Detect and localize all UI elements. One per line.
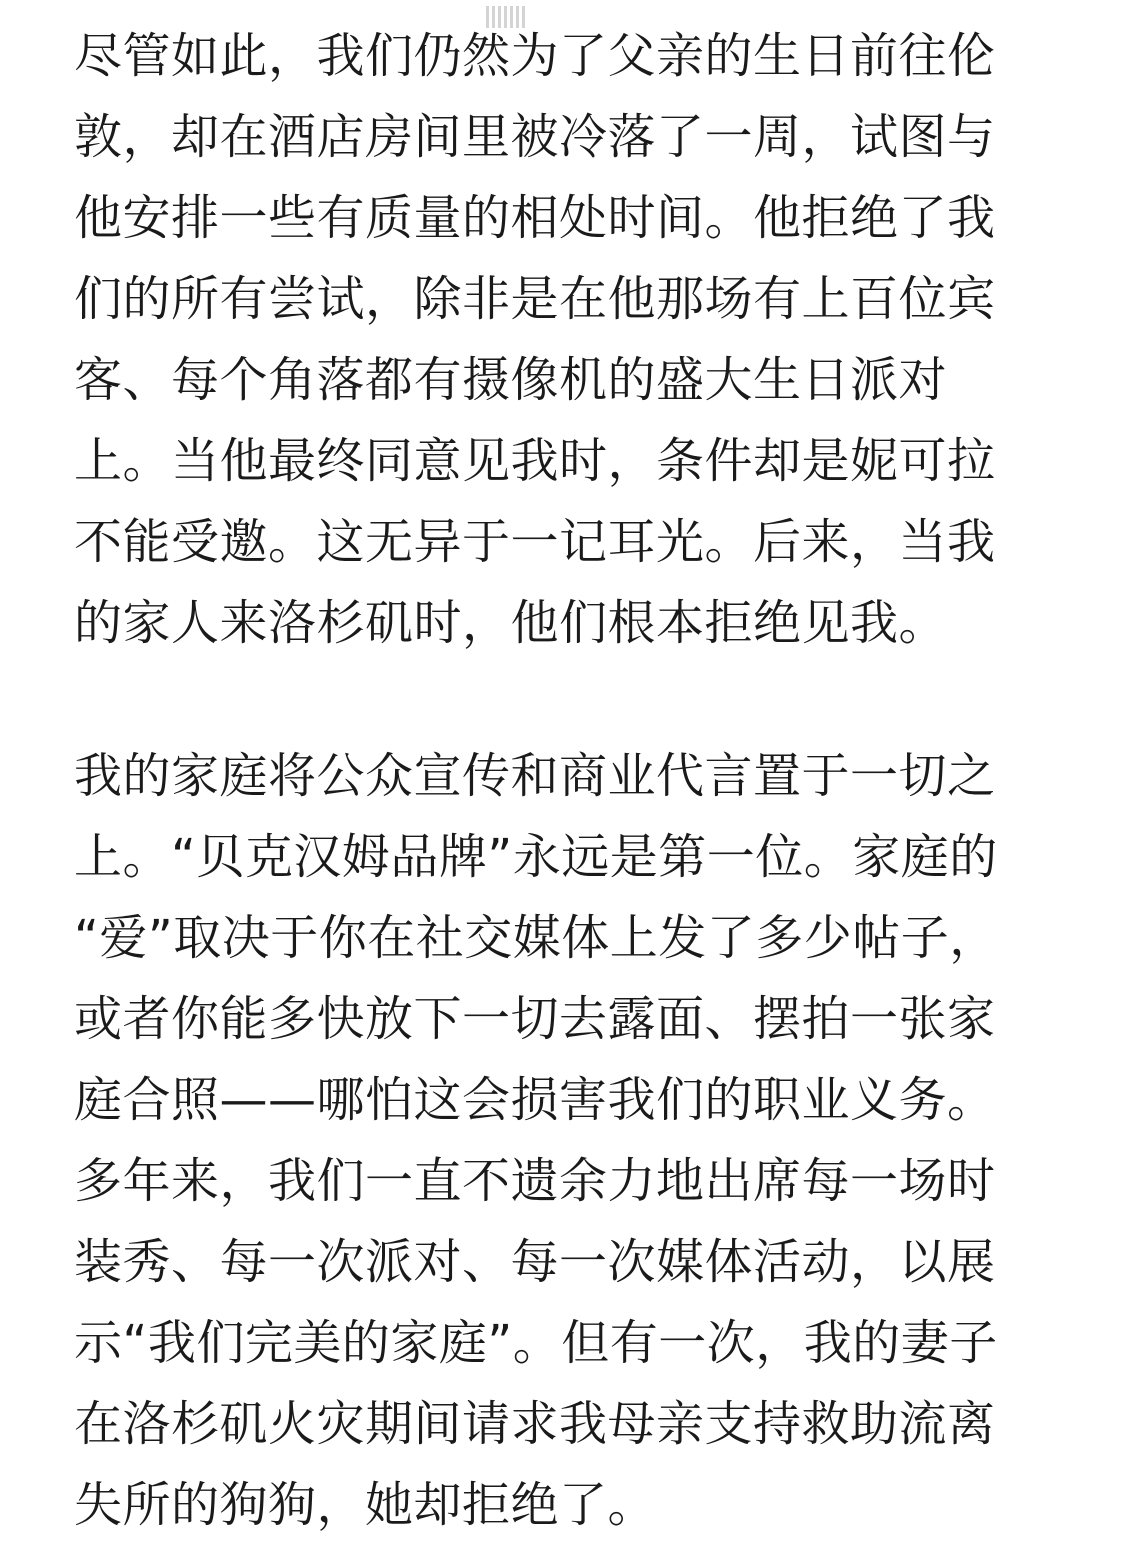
paragraph-gap — [74, 664, 1064, 736]
text-line: “爱”取决于你在社交媒体上发了多少帖子， — [74, 910, 998, 966]
text-line: 们的所有尝试，除非是在他那场有上百位宾 — [74, 271, 996, 327]
text-line: 或者你能多快放下一切去露面、摆拍一张家 — [74, 991, 996, 1047]
text-line: 多年来，我们一直不遗余力地出席每一场时 — [74, 1153, 996, 1209]
text-line: 不能受邀。这无异于一记耳光。后来，当我 — [74, 514, 996, 570]
text-line: 上。“贝克汉姆品牌”永远是第一位。家庭的 — [74, 829, 998, 885]
text-line: 尽管如此，我们仍然为了父亲的生日前往伦 — [74, 28, 996, 84]
text-line: 敦，却在酒店房间里被冷落了一周，试图与 — [74, 109, 996, 165]
text-line: 我的家庭将公众宣传和商业代言置于一切之 — [74, 748, 996, 804]
text-line: 庭合照——哪怕这会损害我们的职业义务。 — [74, 1072, 996, 1128]
text-line: 他安排一些有质量的相处时间。他拒绝了我 — [74, 190, 996, 246]
text-line: 的家人来洛杉矶时，他们根本拒绝见我。 — [74, 595, 948, 651]
text-line: 客、每个角落都有摄像机的盛大生日派对 — [74, 352, 948, 408]
paragraph-2 — [74, 736, 1064, 1546]
text-line: 上。当他最终同意见我时，条件却是妮可拉 — [74, 433, 996, 489]
article-body — [74, 16, 1064, 1546]
text-line: 装秀、每一次派对、每一次媒体活动，以展 — [74, 1234, 996, 1290]
paragraph-1 — [74, 16, 1064, 664]
text-line: 示“我们完美的家庭”。但有一次，我的妻子 — [74, 1315, 998, 1371]
text-line: 在洛杉矶火灾期间请求我母亲支持救助流离 — [74, 1396, 996, 1452]
text-line: 失所的狗狗，她却拒绝了。 — [74, 1477, 657, 1533]
